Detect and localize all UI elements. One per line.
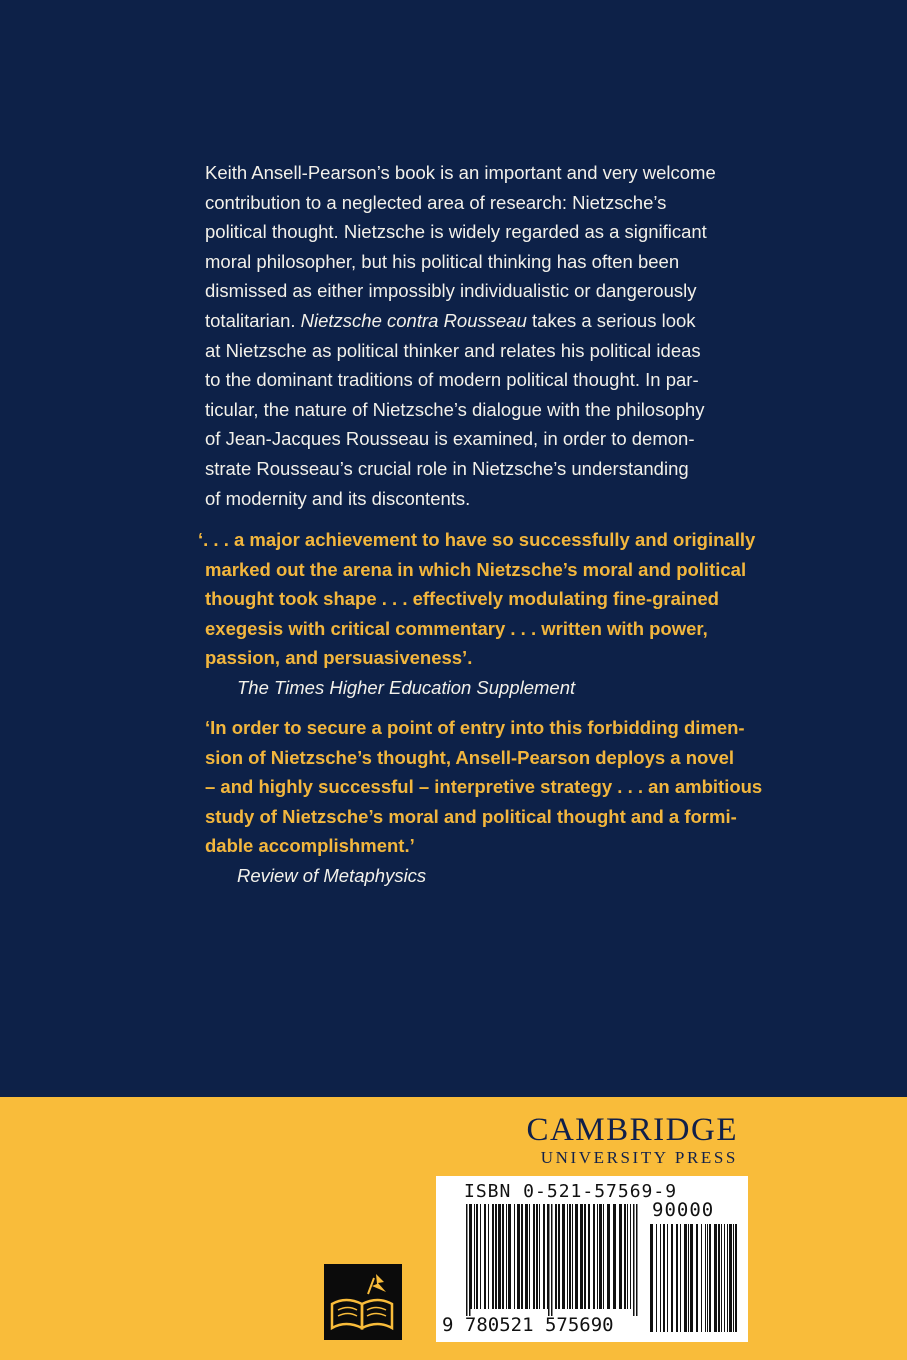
book-description bbox=[205, 158, 765, 513]
barcode-bar bbox=[588, 1204, 590, 1309]
quote-line: ‘In order to secure a point of entry into this forbidding dimen- bbox=[205, 717, 745, 738]
description-line: strate Rousseau’s crucial role in Nietzsche’s understanding bbox=[205, 457, 689, 479]
quote-source: The Times Higher Education Supplement bbox=[237, 676, 576, 698]
addon-bar bbox=[701, 1224, 702, 1332]
addon-bar bbox=[707, 1224, 708, 1332]
quote-line: thought took shape . . . effectively modulating fine-grained bbox=[205, 588, 719, 610]
barcode-bar bbox=[508, 1204, 511, 1309]
isbn-number: ISBN 0-521-57569-9 bbox=[464, 1181, 678, 1202]
barcode-bar bbox=[476, 1204, 478, 1309]
quote-line: exegesis with critical commentary . . . written with power, bbox=[205, 617, 708, 639]
barcode-bar bbox=[495, 1204, 497, 1309]
barcode-guard-bar bbox=[551, 1204, 553, 1316]
barcode-bar bbox=[474, 1204, 475, 1309]
description-line bbox=[205, 306, 765, 336]
barcode-bar bbox=[547, 1204, 548, 1309]
barcode-bar bbox=[584, 1204, 586, 1309]
addon-bar bbox=[663, 1224, 665, 1332]
barcode-bar bbox=[603, 1204, 604, 1309]
open-book-logo-icon bbox=[324, 1264, 402, 1340]
barcode-bar bbox=[575, 1204, 578, 1309]
barcode-bar bbox=[525, 1204, 528, 1309]
book-title-italic: Nietzsche contra Rousseau bbox=[300, 309, 527, 331]
barcode-bar bbox=[599, 1204, 602, 1309]
addon-bar bbox=[709, 1224, 711, 1332]
review-quote-metaphysics bbox=[205, 713, 765, 891]
quote-line: passion, and persuasiveness’. bbox=[205, 647, 473, 669]
barcode-bar bbox=[533, 1204, 535, 1309]
description-line: of modernity and its discontents. bbox=[205, 487, 471, 509]
barcode-guard-bar bbox=[636, 1204, 638, 1316]
barcode-bar bbox=[543, 1204, 545, 1309]
barcode-bar bbox=[619, 1204, 622, 1309]
description-line: ticular, the nature of Nietzsche’s dialogue with the philosophy bbox=[205, 398, 705, 420]
quote-line: ‘. . . a major achievement to have so successfully and originally bbox=[198, 529, 756, 550]
barcode-bar bbox=[607, 1204, 610, 1309]
addon-bar bbox=[733, 1224, 734, 1332]
barcode-bar bbox=[536, 1204, 538, 1309]
barcode-guard-bar bbox=[548, 1204, 550, 1316]
barcode-bar bbox=[539, 1204, 540, 1309]
barcode-digits: 9 780521 575690 bbox=[442, 1314, 614, 1336]
addon-bar bbox=[729, 1224, 732, 1332]
addon-bar bbox=[724, 1224, 725, 1332]
quote-line: – and highly successful – interpretive strategy . . . an ambitious bbox=[205, 776, 763, 798]
description-text: totalitarian. bbox=[205, 309, 301, 331]
description-line: at Nietzsche as political thinker and relates his political ideas bbox=[205, 339, 701, 361]
barcode-bar bbox=[517, 1204, 520, 1309]
addon-bar bbox=[718, 1224, 720, 1332]
barcode-bar bbox=[498, 1204, 501, 1309]
addon-bar bbox=[735, 1224, 737, 1332]
addon-bar bbox=[676, 1224, 678, 1332]
description-text: takes a serious look bbox=[526, 309, 696, 331]
description-line: of Jean-Jacques Rousseau is examined, in order to demon- bbox=[205, 428, 695, 450]
barcode-bar bbox=[627, 1204, 628, 1309]
barcode-guard-bar bbox=[633, 1204, 635, 1316]
quote-source: Review of Metaphysics bbox=[237, 864, 427, 886]
barcode-bar bbox=[521, 1204, 523, 1309]
description-line: moral philosopher, but his political thinking has often been bbox=[205, 250, 680, 272]
barcode-bar bbox=[572, 1204, 573, 1309]
barcode-bar bbox=[562, 1204, 565, 1309]
barcode-bar bbox=[529, 1204, 530, 1309]
barcode-bar bbox=[567, 1204, 568, 1309]
review-quote-times bbox=[198, 525, 765, 703]
addon-bar bbox=[705, 1224, 706, 1332]
publisher-name: CAMBRIDGE bbox=[526, 1112, 738, 1148]
description-line: contribution to a neglected area of research: Nietzsche’s bbox=[205, 191, 667, 213]
barcode-guard-bar bbox=[466, 1204, 468, 1316]
price-addon: 90000 bbox=[652, 1199, 715, 1221]
description-line: to the dominant traditions of modern political thought. In par- bbox=[205, 369, 699, 391]
barcode-bar bbox=[630, 1204, 631, 1309]
barcode-bar bbox=[624, 1204, 626, 1309]
barcode-bar bbox=[502, 1204, 504, 1309]
addon-bar bbox=[727, 1224, 728, 1332]
barcode-bar bbox=[569, 1204, 571, 1309]
quote-line: study of Nietzsche’s moral and political thought and a formi- bbox=[205, 805, 737, 827]
barcode-bar bbox=[580, 1204, 583, 1309]
addon-bar bbox=[684, 1224, 687, 1332]
publisher-subtitle: UNIVERSITY PRESS bbox=[540, 1148, 738, 1167]
addon-bar bbox=[714, 1224, 717, 1332]
barcode-bar bbox=[514, 1204, 515, 1309]
barcode-bar bbox=[492, 1204, 494, 1309]
description-line: political thought. Nietzsche is widely regarded as a significant bbox=[205, 221, 707, 243]
barcode-bar bbox=[558, 1204, 560, 1309]
addon-bar bbox=[671, 1224, 673, 1332]
addon-bar bbox=[688, 1224, 689, 1332]
addon-bar bbox=[680, 1224, 681, 1332]
publisher-logo bbox=[512, 1112, 738, 1168]
quote-line: sion of Nietzsche’s thought, Ansell-Pearson deploys a novel bbox=[205, 746, 735, 768]
barcode-bar bbox=[488, 1204, 489, 1309]
quote-line: marked out the arena in which Nietzsche’s moral and political bbox=[205, 558, 747, 580]
barcode-guard-bar bbox=[469, 1204, 471, 1316]
barcode-bar bbox=[555, 1204, 557, 1309]
addon-bar bbox=[650, 1224, 653, 1332]
barcode-bar bbox=[597, 1204, 598, 1309]
description-line: Keith Ansell-Pearson’s book is an important and very welcome bbox=[205, 162, 716, 183]
addon-bar bbox=[667, 1224, 668, 1332]
quote-line: dable accomplishment.’ bbox=[205, 835, 415, 857]
addon-bar bbox=[656, 1224, 657, 1332]
barcode bbox=[436, 1176, 748, 1342]
barcode-bar bbox=[480, 1204, 481, 1309]
barcode-bar bbox=[613, 1204, 616, 1309]
barcode-bar bbox=[506, 1204, 507, 1309]
barcode-bar bbox=[593, 1204, 595, 1309]
barcode-bar bbox=[484, 1204, 486, 1309]
addon-bar bbox=[721, 1224, 722, 1332]
addon-bar bbox=[690, 1224, 693, 1332]
addon-bar bbox=[660, 1224, 661, 1332]
addon-bar bbox=[696, 1224, 698, 1332]
description-line: dismissed as either impossibly individualistic or dangerously bbox=[205, 280, 697, 302]
